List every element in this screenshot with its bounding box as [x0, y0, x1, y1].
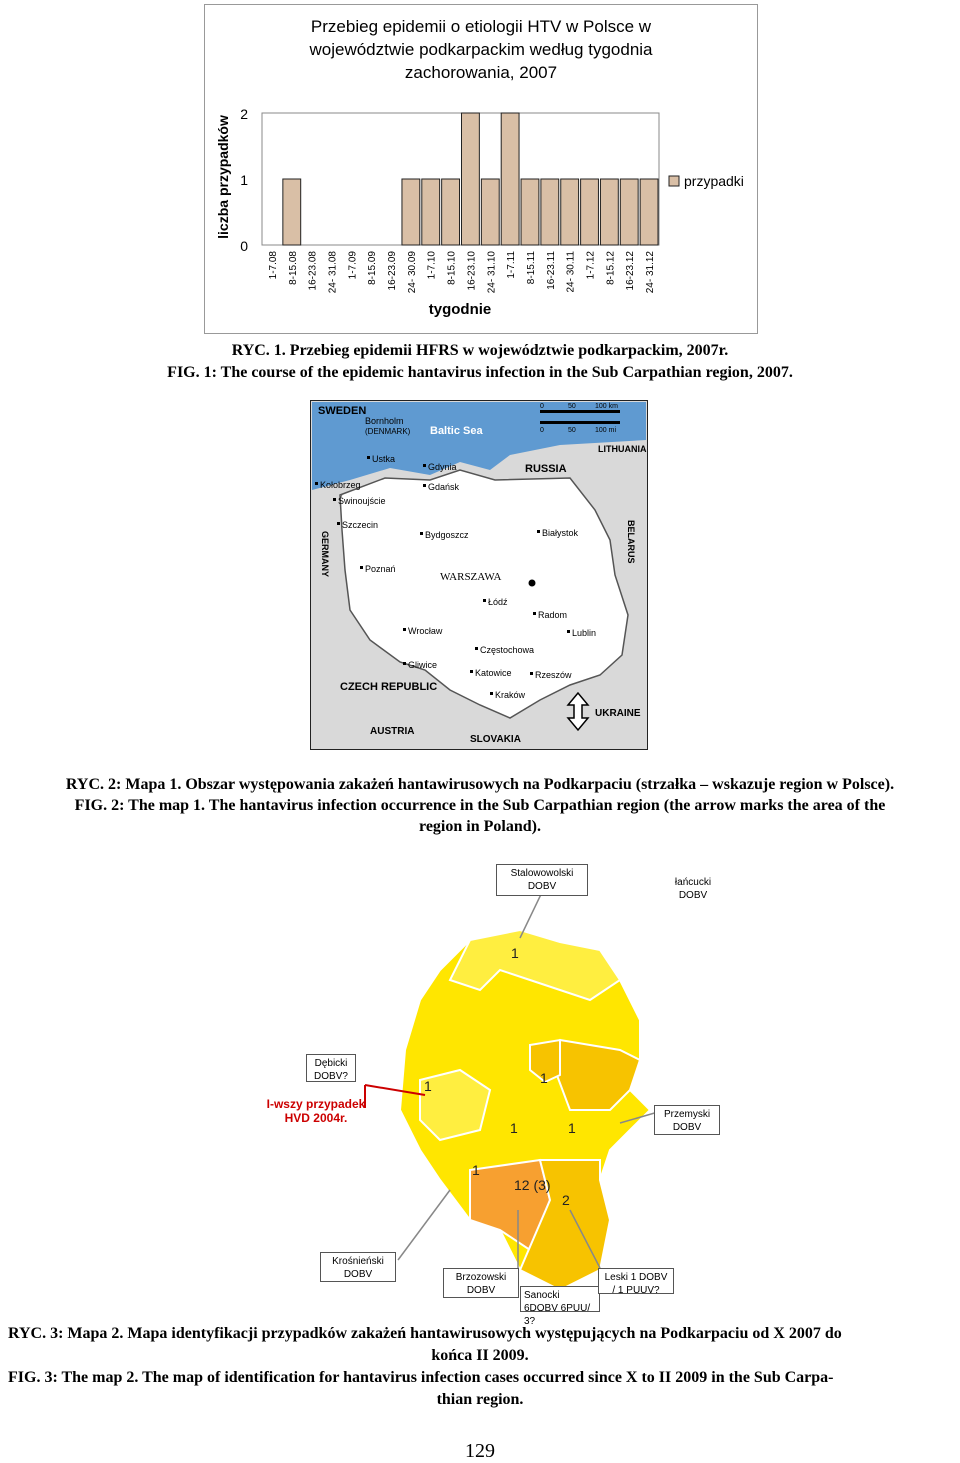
x-tick-label: 8-15.10 — [446, 251, 458, 285]
label-baltic-sea: Baltic Sea — [430, 425, 483, 437]
x-tick-label: 1-7.08 — [267, 251, 279, 280]
chart-title-line-3: zachorowania, 2007 — [404, 63, 558, 82]
bar — [640, 179, 658, 245]
x-tick-label: 16-23.11 — [545, 251, 557, 290]
label-leski: Leski 1 DOBV / 1 PUUV? — [598, 1268, 674, 1294]
count-2: 1 — [424, 1078, 432, 1094]
x-tick-label: 8-15.09 — [367, 251, 379, 285]
bar — [422, 179, 440, 245]
city-marker — [367, 456, 370, 459]
caption-ryc2: RYC. 2: Mapa 1. Obszar występowania zakażeń hantawirusowych na Podkarpaciu (strzałka – wskazuje region w Polsce). — [65, 776, 895, 793]
podkarpacie-map — [0, 850, 960, 1320]
city-label: Szczecin — [342, 520, 379, 530]
label-germany: GERMANY — [320, 531, 330, 578]
bar — [541, 179, 559, 245]
city-label: Gdańsk — [428, 482, 460, 492]
page-number: 129 — [465, 1440, 495, 1462]
x-tick-label: 1-7.09 — [347, 251, 359, 280]
city-label: Rzeszów — [535, 670, 572, 680]
label-czech-republic: CZECH REPUBLIC — [340, 681, 438, 693]
label-first-case: I-wszy przypadek HVD 2004r. — [266, 1097, 366, 1125]
city-label: Częstochowa — [480, 645, 535, 655]
x-tick-label: 24- 31.12 — [645, 251, 657, 294]
label-warszawa: WARSZAWA — [440, 571, 502, 583]
caption-ryc3-line1: RYC. 3: Mapa 2. Mapa identyfikacji przypadków zakażeń hantawirusowych występujących na Podkarpaciu od X 2007 do — [8, 1325, 842, 1342]
city-marker — [470, 670, 473, 673]
city-label: Radom — [538, 610, 568, 620]
count-5: 1 — [568, 1120, 576, 1136]
chart-frame — [204, 4, 758, 334]
city-marker — [537, 530, 540, 533]
city-label: Kołobrzeg — [320, 480, 361, 490]
bar — [620, 179, 638, 245]
bar — [402, 179, 420, 245]
label-lancucki: łańcucki DOBV — [668, 874, 718, 910]
city-label: Łódź — [488, 597, 508, 607]
city-marker — [333, 498, 336, 501]
label-bornholm: Bornholm — [365, 416, 404, 426]
bar — [581, 179, 599, 245]
x-tick-label: 16-23.10 — [466, 251, 478, 291]
city-marker — [360, 566, 363, 569]
bar-chart-svg — [205, 5, 757, 333]
bar — [462, 113, 480, 245]
label-ukraine: UKRAINE — [595, 708, 641, 719]
city-marker — [567, 630, 570, 633]
city-marker — [423, 464, 426, 467]
x-tick-label: 1-7.10 — [426, 251, 438, 280]
x-tick-label: 16-23.08 — [307, 251, 319, 291]
city-marker — [337, 522, 340, 525]
label-austria: AUSTRIA — [370, 726, 415, 737]
x-tick-label: 8-15.12 — [605, 251, 617, 285]
caption-fig3-line1: FIG. 3: The map 2. The map of identification for hantavirus infection cases occurred since X to II 2009 in the Sub Carpa- — [8, 1369, 834, 1386]
label-stalowowolski: Stalowowolski DOBV — [496, 864, 588, 896]
x-tick-label: 16-23.12 — [625, 251, 637, 291]
city-marker — [483, 599, 486, 602]
bar — [600, 179, 618, 245]
city-label: Katowice — [475, 668, 512, 678]
bar — [442, 179, 460, 245]
y-tick-label: 0 — [240, 238, 248, 254]
city-label: Wrocław — [408, 626, 443, 636]
label-brzozowski: Brzozowski DOBV — [443, 1268, 519, 1298]
caption-ryc1: RYC. 1. Przebieg epidemii HFRS w województwie podkarpackim, 2007r. — [231, 342, 729, 359]
city-marker — [475, 647, 478, 650]
x-tick-label: 1-7.12 — [585, 251, 597, 280]
caption-fig3-line2: thian region. — [436, 1391, 524, 1408]
city-marker — [490, 692, 493, 695]
city-marker — [530, 672, 533, 675]
x-tick-label: 1-7.11 — [506, 251, 518, 279]
warszawa-marker — [529, 580, 536, 587]
city-label: Bydgoszcz — [425, 530, 469, 540]
count-4: 1 — [510, 1120, 518, 1136]
bar — [521, 179, 539, 245]
caption-fig1: FIG. 1: The course of the epidemic hantavirus infection in the Sub Carpathian region, 2007. — [167, 364, 793, 381]
x-tick-label: 24- 30.11 — [565, 251, 577, 293]
label-krosnienski: Krośnieński DOBV — [320, 1252, 396, 1282]
city-label: Gdynia — [428, 462, 457, 472]
x-tick-label: 24- 31.08 — [327, 251, 339, 294]
scale-100km: 100 km — [595, 403, 618, 410]
caption-fig2-line1: FIG. 2: The map 1. The hantavirus infection occurrence in the Sub Carpathian region (the arrow marks the area of the — [74, 797, 886, 814]
poland-map — [310, 400, 648, 750]
label-belarus: BELARUS — [626, 520, 636, 564]
label-debicki: Dębicki DOBV? — [306, 1054, 356, 1082]
bar — [283, 179, 301, 245]
bar — [481, 179, 499, 245]
city-marker — [403, 628, 406, 631]
legend-swatch — [669, 176, 679, 186]
count-6: 1 — [472, 1162, 480, 1178]
label-russia: RUSSIA — [525, 463, 567, 475]
city-label: Lublin — [572, 628, 597, 638]
pointer-krosnienski — [398, 1190, 450, 1260]
label-sanocki: Sanocki 6DOBV 6PUU/ 3? — [520, 1286, 600, 1312]
city-label: Białystok — [542, 528, 579, 538]
city-marker — [315, 482, 318, 485]
bar — [501, 113, 519, 245]
city-marker — [403, 662, 406, 665]
x-tick-label: 24- 30.09 — [406, 251, 418, 294]
count-1: 1 — [511, 945, 519, 961]
y-tick-label: 1 — [240, 172, 248, 188]
x-tick-label: 8-15.11 — [525, 251, 537, 285]
count-7: 12 (3) — [514, 1177, 551, 1193]
city-marker — [420, 532, 423, 535]
y-axis-label: liczba przypadków — [215, 115, 231, 239]
label-denmark: (DENMARK) — [365, 427, 411, 436]
scale-0-mi: 0 — [540, 427, 544, 434]
legend-label: przypadki — [684, 173, 744, 189]
plot-area — [262, 113, 659, 245]
scale-100mi: 100 mi — [595, 427, 617, 434]
x-tick-label: 24- 31.10 — [486, 251, 498, 294]
label-slovakia: SLOVAKIA — [470, 734, 521, 745]
bar — [561, 179, 579, 245]
caption-ryc3-line2: końca II 2009. — [431, 1347, 529, 1364]
caption-fig2-line2: region in Poland). — [419, 818, 541, 835]
scale-0-km: 0 — [540, 403, 544, 410]
count-3: 1 — [540, 1070, 548, 1086]
city-label: Świnoujście — [338, 496, 386, 506]
city-marker — [423, 484, 426, 487]
label-przemyski: Przemyski DOBV — [654, 1105, 720, 1135]
label-sweden: SWEDEN — [318, 405, 367, 417]
city-marker — [533, 612, 536, 615]
label-lithuania: LITHUANIA — [598, 444, 647, 454]
city-label: Gliwice — [408, 660, 438, 670]
x-tick-label: 16-23.09 — [387, 251, 399, 291]
x-tick-label: 8-15.08 — [287, 251, 299, 285]
chart-title-line-2: województwie podkarpackim według tygodnia — [309, 40, 653, 59]
x-axis-label: tygodnie — [428, 301, 492, 318]
scale-50-mi: 50 — [568, 427, 576, 434]
city-label: Poznań — [365, 564, 396, 574]
city-label: Kraków — [495, 690, 526, 700]
count-8: 2 — [562, 1192, 570, 1208]
chart-title-line-1: Przebieg epidemii o etiologii HTV w Polsce w — [310, 17, 652, 36]
scale-50-km: 50 — [568, 403, 576, 410]
y-tick-label: 2 — [240, 106, 248, 122]
city-label: Ustka — [372, 454, 396, 464]
